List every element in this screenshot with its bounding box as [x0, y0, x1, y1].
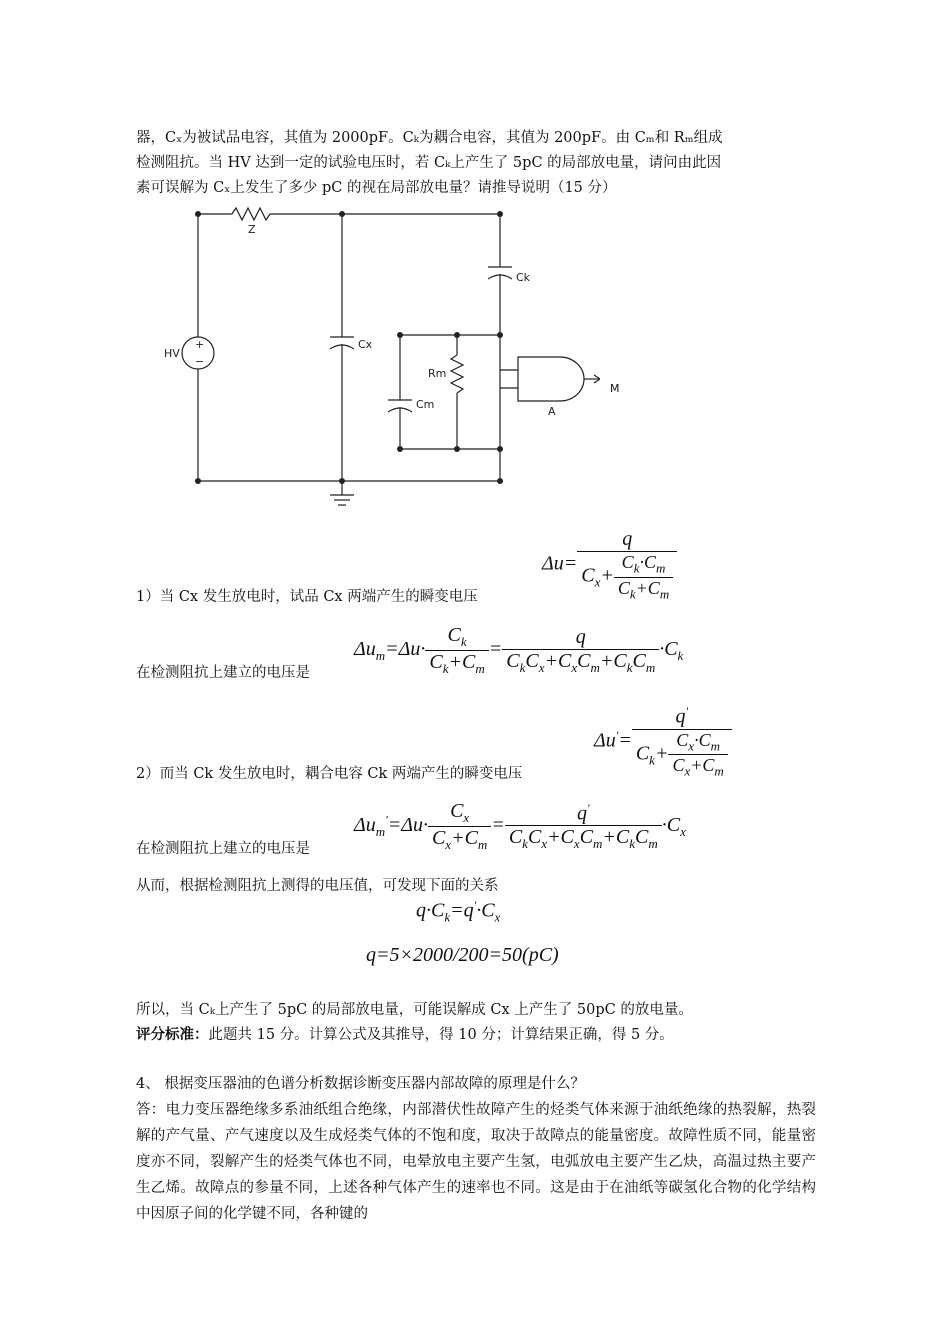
- step-2-text: 2）而当 Ck 发生放电时，耦合电容 Ck 两端产生的瞬变电压: [136, 766, 523, 782]
- equation-relation: $q\cdot C_k=q'\cdot C_x$: [416, 898, 501, 925]
- label-m-output: M: [610, 382, 620, 395]
- intro-line-1: 器，Cₓ为被试品电容，其值为 2000pF。Cₖ为耦合电容，其值为 200pF。由 Cₘ和 Rₘ组成: [136, 130, 723, 146]
- q4-question: 4、 根据变压器油的色谱分析数据诊断变压器内部故障的原理是什么？: [136, 1076, 585, 1092]
- equation-delta-u-prime: Δu'= q' $C_k+$ $\frac{C_x\cdot C_m}{C_x+C_m}$: [594, 704, 732, 780]
- step-1-text: 1）当 Cx 发生放电时，试品 Cx 两端产生的瞬变电压: [136, 589, 478, 605]
- circuit-diagram: [160, 205, 600, 515]
- label-cx: Cx: [358, 338, 373, 351]
- equation-delta-um: $\Delta u_m=\Delta u\cdot$ $\frac{C_k}{C_k+C_m}$ = $\frac{q}{C_kC_x+C_xC_m+C_kC_m}$ $\cdot C_k$: [354, 624, 684, 676]
- label-hv: HV: [164, 347, 180, 360]
- label-rm: Rm: [428, 367, 447, 380]
- step-3-text: 从而，根据检测阻抗上测得的电压值，可发现下面的关系: [136, 878, 499, 894]
- label-minus: −: [195, 355, 205, 368]
- q4-answer: 答：电力变压器绝缘多系油纸组合绝缘，内部潜伏性故障产生的烃类气体来源于油纸绝缘的热裂解，热裂解的产气量、产气速度以及生成烃类气体的不饱和度，取决于故障点的能量密度。故障性质不同，能量密度亦不同，裂解产生的烃类气体也不同，电晕放电主要产生氢，电弧放电主要产生乙炔，高温过热主要产生乙烯。故障点的参量不同，上述各种气体产生的速率也不同。这是由于在油纸等碳氢化合物的化学结构中因原子间的化学键不同，各种键的: [136, 1102, 816, 1222]
- label-z: Z: [248, 223, 256, 236]
- grading-label: 评分标准：: [136, 1026, 209, 1043]
- intro-line-3: 素可误解为 Cₓ上发生了多少 pC 的视在局部放电量？请推导说明（15 分）: [136, 180, 617, 196]
- step-2b-text: 在检测阻抗上建立的电压是: [136, 841, 310, 857]
- step-1b-text: 在检测阻抗上建立的电压是: [136, 665, 310, 681]
- equation-delta-um-prime: $\Delta u_m'=\Delta u\cdot$ $\frac{C_x}{C_x+C_m}$ = $\frac{q'}{C_kC_x+C_xC_m+C_kC_m}$ $\cdot C_x$: [354, 800, 686, 852]
- label-cm: Cm: [416, 398, 435, 411]
- intro-line-2: 检测阻抗。当 HV 达到一定的试验电压时，若 Cₖ上产生了 5pC 的局部放电量，请问由此因: [136, 155, 722, 171]
- equation-result: q=5×2000/200=50(pC): [366, 944, 559, 966]
- label-plus: +: [195, 338, 205, 351]
- label-ck: Ck: [516, 271, 531, 284]
- equation-delta-u: Δu= q $C_x+$ $\frac{C_k\cdot C_m}{C_k+C_m}$: [542, 528, 677, 602]
- grading-text: 此题共 15 分。计算公式及其推导，得 10 分；计算结果正确，得 5 分。: [208, 1027, 674, 1043]
- grading-line: [136, 1022, 816, 1048]
- label-a: A: [548, 405, 556, 418]
- conclusion-text: 所以，当 Cₖ上产生了 5pC 的局部放电量，可能误解成 Cx 上产生了 50pC 的放电量。: [136, 1002, 693, 1018]
